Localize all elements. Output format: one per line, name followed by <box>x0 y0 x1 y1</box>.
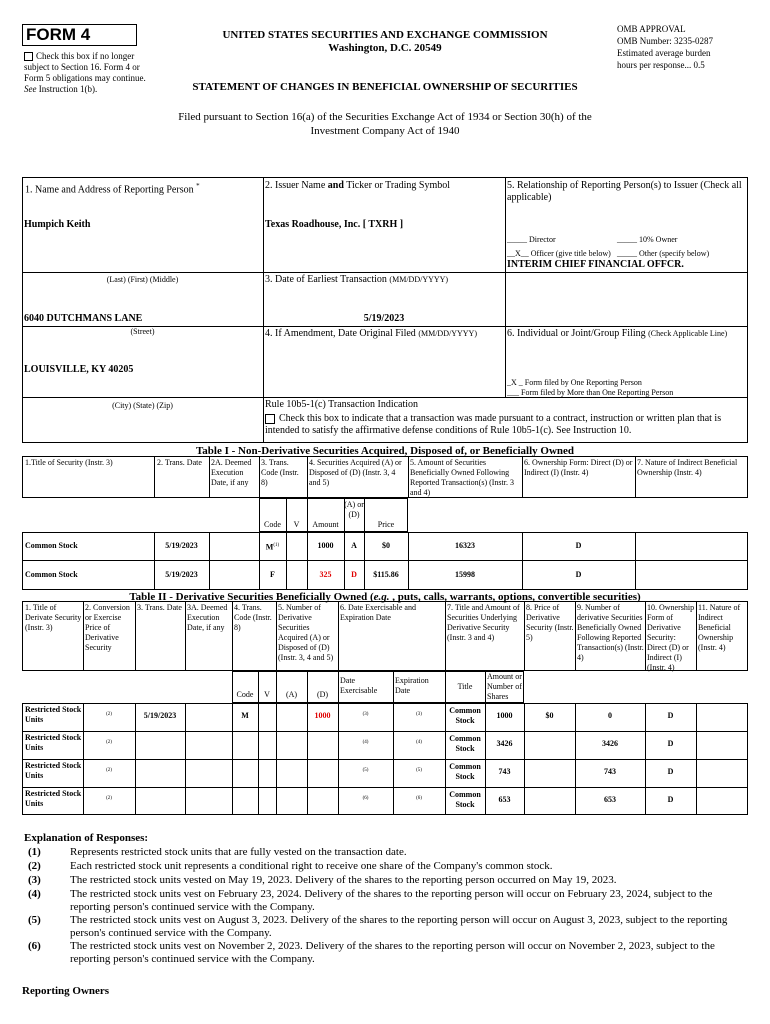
table2-sub-expiration: Expiration Date <box>395 676 429 695</box>
table1-sub-v: V <box>293 520 300 529</box>
agency-line2: Washington, D.C. 20549 <box>328 42 442 54</box>
explanation-text: Represents restricted stock units that are fully vested on the transaction date. <box>70 846 407 858</box>
table2-sub-d: (D) <box>316 690 329 699</box>
table1-col-ownership-form: 6. Ownership Form: Direct (D) or Indirect (I) (Instr. 4) <box>524 458 633 477</box>
omb-line2: OMB Number: 3235-0287 <box>617 36 713 46</box>
explanation-number: (4) <box>28 888 41 900</box>
table1-row-code: F <box>270 570 275 579</box>
table1-row-form: D <box>575 570 582 579</box>
explanation-number: (6) <box>28 940 41 952</box>
table2-sub-code: Code <box>236 690 254 699</box>
filed-pursuant-line2: Investment Company Act of 1940 <box>310 125 460 137</box>
table2-row-title: Restricted Stock Units <box>25 733 82 752</box>
table1-row-form: D <box>575 541 582 550</box>
table1-col-indirect: 7. Nature of Indirect Beneficial Ownership (Instr. 4) <box>637 458 738 477</box>
table2-sub-exercisable: Date Exercisable <box>340 676 378 695</box>
filing-type-label: 6. Individual or Joint/Group Filing (Check Applicable Line) <box>507 328 728 339</box>
table2-row-underlying-amount: 653 <box>498 795 511 804</box>
table2-row-exercisable: (3) <box>362 712 369 717</box>
table2-row-underlying-title: Common Stock <box>449 734 481 753</box>
table2-row-exercisable: (4) <box>362 740 369 745</box>
reporting-owners-heading: Reporting Owners <box>22 985 110 997</box>
table2-col-ownership-form: 10. Ownership Form of Derivative Security: Direct (D) or Indirect (I) (Instr. 4) <box>647 603 695 672</box>
table2-sub-v: V <box>264 690 270 699</box>
explanation-number: (1) <box>28 846 41 858</box>
table2-row-exercisable: (5) <box>362 768 369 773</box>
table2-row-date: 5/19/2023 <box>143 711 177 720</box>
earliest-transaction-date: 5/19/2023 <box>363 313 405 324</box>
relationship-director: _____ Director <box>507 235 556 244</box>
explanation-text: The restricted stock units vested on May 19, 2023. Delivery of the shares to the reporting person occurred on May 19, 2023. <box>70 874 617 886</box>
table2-sub-title: Title <box>457 682 473 691</box>
no-longer-subject-text: Check this box if no longer subject to Section 16. Form 4 or Form 5 obligations may continue. See Instruction 1(b). <box>24 51 146 94</box>
table2-row-d: 1000 <box>314 711 331 720</box>
table2-row-underlying-title: Common Stock <box>449 790 481 809</box>
table1-row-owned: 15998 <box>455 570 475 579</box>
filing-more-persons: ___ Form filed by More than One Reporting Person <box>507 388 674 397</box>
table2-row-owned: 3426 <box>602 739 618 748</box>
table1-col-trans-date: 2. Trans. Date <box>157 458 202 467</box>
agency-line1: UNITED STATES SECURITIES AND EXCHANGE COMMISSION <box>222 29 548 41</box>
table1-row-price: $115.86 <box>373 570 399 579</box>
table2-row-exercisable: (6) <box>362 796 369 801</box>
table2-row-underlying-title: Common Stock <box>449 706 481 725</box>
reporting-person-label: 1. Name and Address of Reporting Person * <box>25 182 200 196</box>
rule-10b5-text: Check this box to indicate that a transaction was made pursuant to a contract, instruction or written plan that is intended to satisfy the affirmative defense conditions of Rule 10b5-1(c). See Instruction 10. <box>265 413 722 436</box>
explanation-title: Explanation of Responses: <box>24 832 149 844</box>
table2-row-underlying-title: Common Stock <box>449 762 481 781</box>
table2-row-note: (2) <box>106 712 112 717</box>
table2-row-underlying-amount: 1000 <box>496 711 513 720</box>
table2-row-note: (2) <box>106 768 112 773</box>
issuer-name-ticker: Texas Roadhouse, Inc. [ TXRH ] <box>265 219 404 230</box>
table2-row-owned: 653 <box>604 795 616 804</box>
issuer-label: 2. Issuer Name and Ticker or Trading Symbol <box>265 180 451 191</box>
table2-row-form: D <box>667 767 674 776</box>
table1-sub-amount: Amount <box>312 520 339 529</box>
reporting-person-street: 6040 DUTCHMANS LANE <box>24 313 143 324</box>
reporting-person-city: LOUISVILLE, KY 40205 <box>24 364 134 375</box>
table2-sub-a: (A) <box>285 690 298 699</box>
explanation-number: (2) <box>28 860 41 872</box>
table2-row-form: D <box>667 739 674 748</box>
table2-row-title: Restricted Stock Units <box>25 705 82 724</box>
table1-col-amount-owned: 5. Amount of Securities Beneficially Owned Following Reported Transaction(s) (Instr. 3 and 4) <box>410 458 514 497</box>
table1-row-a-or-d: D <box>351 570 357 579</box>
omb-line4: hours per response... 0.5 <box>617 60 705 70</box>
relationship-other: _____ Other (specify below) <box>617 249 710 258</box>
table1-sub-code: Code <box>264 520 281 529</box>
table2-col-exercisable: 6. Date Exercisable and Expiration Date <box>340 603 416 622</box>
form-title: FORM 4 <box>26 25 91 44</box>
rule-10b5-label: Rule 10b5-1(c) Transaction Indication <box>265 399 419 410</box>
reporting-person-city-sub: (City) (State) (Zip) <box>112 401 173 410</box>
table2-col-number: 5. Number of Derivative Securities Acquired (A) or Disposed of (D) (Instr. 3, 4 and 5) <box>278 603 334 662</box>
explanation-text: Each restricted stock unit represents a conditional right to receive one share of the Company's common stock. <box>70 860 553 872</box>
filed-pursuant-line1: Filed pursuant to Section 16(a) of the Securities Exchange Act of 1934 or Section 30(h) of the <box>178 111 592 123</box>
table1-row-title: Common Stock <box>25 570 78 579</box>
table2-col-trans-date: 3. Trans. Date <box>137 603 182 612</box>
relationship-ten-pct-owner: _____ 10% Owner <box>617 235 678 244</box>
relationship-label: 5. Relationship of Reporting Person(s) to Issuer (Check all applicable) <box>507 180 742 203</box>
table1-row-date: 5/19/2023 <box>165 541 198 550</box>
table2-row-expiration: (4) <box>416 740 422 745</box>
table1-sub-a-or-d: (A) or (D) <box>344 500 364 519</box>
table1-sub-price: Price <box>377 520 395 529</box>
earliest-transaction-label: 3. Date of Earliest Transaction (MM/DD/YYYY) <box>265 274 449 285</box>
table1-col-deemed-date: 2A. Deemed Execution Date, if any <box>211 458 252 487</box>
table2-row-title: Restricted Stock Units <box>25 761 82 780</box>
table2-row-form: D <box>667 711 674 720</box>
table2-row-price: $0 <box>545 711 554 720</box>
table2-row-note: (2) <box>106 796 112 801</box>
table2-col-price: 8. Price of Derivative Security (Instr. 5) <box>526 603 574 642</box>
table2-col-indirect: 11. Nature of Indirect Beneficial Ownership (Instr. 4) <box>698 603 741 652</box>
explanation-text: The restricted stock units vest on November 2, 2023. Delivery of the shares to the reporting person will occur on November 2, 2023, subject to the reporting person's continued service with the Company. <box>70 940 715 965</box>
table2-row-expiration: (3) <box>416 712 422 717</box>
table1-row-code: $M^{(1)}$ <box>265 542 280 552</box>
table2-row-owned: 743 <box>604 767 616 776</box>
table2-row-title: Restricted Stock Units <box>25 789 82 808</box>
table2-col-deemed-date: 3A. Deemed Execution Date, if any <box>187 603 228 632</box>
table2-row-underlying-amount: 3426 <box>496 739 513 748</box>
filing-one-person: _X _ Form filed by One Reporting Person <box>507 378 642 387</box>
table2-row-expiration: (6) <box>416 796 422 801</box>
table1-col-trans-code: 3. Trans. Code (Instr. 8) <box>261 458 299 487</box>
explanation-number: (3) <box>28 874 41 886</box>
table1-row-title: Common Stock <box>25 541 78 550</box>
reporting-person-name: Humpich Keith <box>24 219 91 230</box>
table1-row-date: 5/19/2023 <box>165 570 198 579</box>
table2-row-underlying-amount: 743 <box>498 767 511 776</box>
explanation-text: The restricted stock units vest on February 23, 2024. Delivery of the shares to the reporting person will occur on February 23, 2024, subject to the reporting person's continued service with the Company. <box>70 888 713 913</box>
relationship-officer: __X__ Officer (give title below) <box>507 249 611 258</box>
explanation-number: (5) <box>28 914 41 926</box>
table2-col-conversion: 2. Conversion or Exercise Price of Derivative Security <box>85 603 130 652</box>
table2-col-trans-code: 4. Trans. Code (Instr. 8) <box>234 603 272 632</box>
table2-col-owned: 9. Number of derivative Securities Beneficially Owned Following Reported Transaction(s) (Instr. 4) <box>577 603 644 662</box>
table2-row-form: D <box>667 795 674 804</box>
explanation-text: The restricted stock units vest on August 3, 2023. Delivery of the shares to the reporting person will occur on August 3, 2023, subject to the reporting person's continued service with the Company. <box>70 914 728 939</box>
table1-row-a-or-d: A <box>351 541 357 550</box>
table2-sub-amount: Amount or Number of Shares <box>487 672 522 701</box>
table2-row-code: M <box>241 711 249 720</box>
omb-line3: Estimated average burden <box>617 48 711 58</box>
officer-title: INTERIM CHIEF FINANCIAL OFFCR. <box>507 259 684 270</box>
table2-row-note: (2) <box>106 740 112 745</box>
reporting-person-name-sub: (Last) (First) (Middle) <box>106 275 179 284</box>
omb-line1: OMB APPROVAL <box>617 24 686 34</box>
table2-row-owned: 0 <box>608 711 612 720</box>
table1-row-price: $0 <box>382 541 390 550</box>
table2-col-underlying: 7. Title and Amount of Securities Underlying Derivative Security (Instr. 3 and 4) <box>447 603 520 642</box>
statement-title: STATEMENT OF CHANGES IN BENEFICIAL OWNERSHIP OF SECURITIES <box>192 81 578 93</box>
table1-row-amount: 1000 <box>317 541 334 550</box>
table1-col-title: 1.Title of Security (Instr. 3) <box>25 458 113 467</box>
reporting-person-street-sub: (Street) <box>130 327 155 336</box>
table1-title: Table I - Non-Derivative Securities Acquired, Disposed of, or Beneficially Owned <box>195 445 575 457</box>
amendment-label: 4. If Amendment, Date Original Filed (MM/DD/YYYY) <box>265 328 477 339</box>
table2-title: Table II - Derivative Securities Beneficially Owned (e.g. , puts, calls, warrants, options, convertible securities) <box>129 591 641 603</box>
table1-row-amount: 325 <box>319 570 332 579</box>
table2-row-expiration: (5) <box>416 768 422 773</box>
table1-col-securities: 4. Securities Acquired (A) or Disposed of (D) (Instr. 3, 4 and 5) <box>309 458 402 487</box>
table2-col-title: 1. Title of Derivate Security (Instr. 3) <box>25 603 82 632</box>
table1-row-owned: 16323 <box>455 541 475 550</box>
